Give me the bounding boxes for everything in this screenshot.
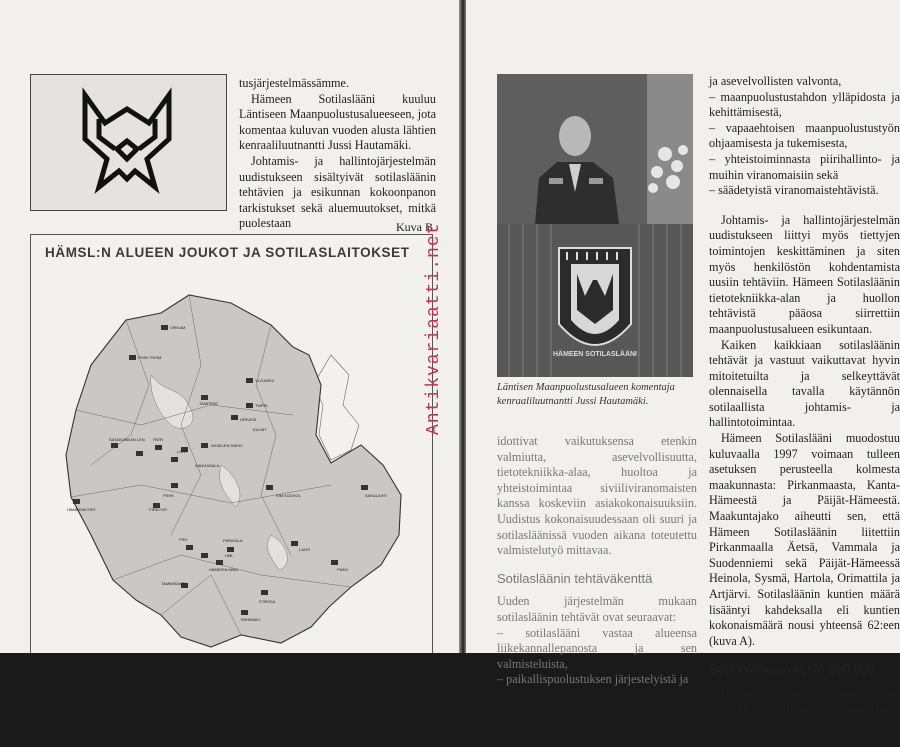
photo-caption: Läntisen Maanpuolustusalueen komentaja kenraaliluutnantti Jussi Hautamäki. <box>497 382 675 407</box>
right-page-right-column <box>709 74 900 747</box>
map-label: SAKALAHTI <box>365 493 388 498</box>
speaker-photo <box>497 74 693 377</box>
map-label: KANGASALA <box>195 463 220 468</box>
map-graphic <box>31 235 434 654</box>
paragraph: Hämeen Sotilaslääni muodostuu kuluvaalla 1997 voimaan tulleen asetuksen perusteella kolmesta maakunnasta: Pirkanmaasta, Kanta-Hämeestä ja Päijät-Hämeestä. Maakuntajako aiheutti sen, että Hämeen Sotilasläänin liitettiin Pirkanmaalla Äetsä, Vammala ja Suodenniemi sekä Päijät-Hämeessä Heinola, Sysmä, Hartola, Orimattila ja Artjärvi. Sotilasläänin kuntien määrä lisääntyi kahdeksalla eli kuntien kokonaismäärä nousi yhteensä 62:een (kuva A). <box>709 431 900 648</box>
right-page-left-column <box>497 434 697 688</box>
section-heading: Sotilasläänin väestö 800 000 <box>709 661 876 677</box>
left-page <box>0 0 460 653</box>
paragraph: ja asevelvollisten valvonta, <box>709 74 842 88</box>
paragraph: – maanpuolustustahdon ylläpidosta ja kehittämisestä, <box>709 89 900 120</box>
map-label: PSH <box>179 537 188 542</box>
map-label: HÄMEENLINNA <box>209 567 238 572</box>
map-label: HÄMEENKYRÖ <box>67 507 96 512</box>
map-label: TAMPERE <box>199 401 219 406</box>
left-page-column <box>239 76 436 232</box>
map-label: LAIVT <box>177 449 189 454</box>
map-label: AKSELEN RÄKKI <box>211 443 243 448</box>
paragraph: – yhteistoiminnasta piirihallinto- ja muihin viranomaisiin sekä <box>709 151 900 182</box>
map-label: SATAKUNNAN LEN. <box>109 437 146 442</box>
map-label: KULMT <box>253 427 267 432</box>
map-label: TMPRL <box>255 403 269 408</box>
map-label: ORIVESI <box>240 417 257 422</box>
paragraph: Johtamis- ja hallintojärjestelmän uudistukseen liittyi myös tiettyjen toimintojen keskittäminen ja siten myös henkilöstön kohdentamista uusiin tehtäviin. Hämeen Sotilasläänin tietotekniikka-alan ja huollon tehtävistä pääosa siirrettiin maanpuolustusalueen esikuntaan. <box>709 212 900 336</box>
unit-logo-box <box>30 74 227 211</box>
map-label: FORSSA <box>259 599 276 604</box>
paragraph: tusjärjestelmässämme. <box>239 76 349 90</box>
map-label: PHSK PKSM <box>138 355 162 360</box>
watermark-text: Antikvariaatti.net <box>424 222 444 435</box>
paragraph: Johtamis- ja hallintojärjestelmän uudistukseen sisältyivät sotilasläänin tehtävien ja esikunnan kokoonpanon tarkistukset sekä aluemuutokset, mitkä puolestaan <box>239 153 436 231</box>
map-label: YLÖJÄRVI <box>255 378 275 383</box>
paragraph: – sotilaslääni vastaa alueensa liikekannallepanosta ja sen valmisteluista, <box>497 625 697 671</box>
speaker-illustration <box>497 74 693 377</box>
map-label: PIRKKALA <box>223 538 243 543</box>
figure-label: Kuva B <box>396 220 433 234</box>
paragraph: – vapaaehtoisen maanpuolustustyön ohjaamisesta ja tukemisesta, <box>709 120 900 151</box>
map-label: PATR <box>153 437 164 442</box>
map-label: RIIHIMÄKI <box>241 617 260 622</box>
map-label: PMKV <box>337 567 349 572</box>
map-label: KIM KOUVOL <box>276 493 301 498</box>
map-label: HML <box>225 553 234 558</box>
map-title: HÄMSL:N ALUEEN JOUKOT JA SOTILASLAITOKSET <box>45 245 410 260</box>
map-label: LAHTI <box>299 547 311 552</box>
paragraph: Hämeen Sotilasläänin laajeneminen 26 000 neliökilometriin aiheutti sen, että alueella asuvan väestön määrä nousi <box>709 684 900 746</box>
map-label: PSHK <box>163 493 174 498</box>
map-label: TAMMISAARI <box>161 581 186 586</box>
paragraph: idottivat vaikutuksensa etenkin valmiutta, asevelvollisuutta, tietotekniikka-alaa, huoltoa ja yhteistoimintaa siviiliviranomaisten kanssa koskeviin asiakokonaisuuksiin. Uudistus kokonaisuudessaan oli suuri ja sotilasläänissä vuoden aikana toteutettu valmistelutyö mittavaa. <box>497 434 697 558</box>
emblem-text: HÄMEEN SOTILASLÄÄNI <box>553 351 637 358</box>
region-outline <box>66 295 401 647</box>
region-map <box>30 234 433 653</box>
map-label: PIRKOVR <box>149 507 168 512</box>
paragraph: – paikallispuolustuksen järjestelyistä ja <box>497 672 689 687</box>
paragraph: Hämeen Sotilaslääni kuuluu Läntiseen Maanpuolustusalueeseen, jota komentaa kuluvan vuoden alusta lähtien kenraaliluutnantti Jussi Hautamäki. <box>239 91 436 153</box>
paragraph: Kaiken kaikkiaan sotilasläänin tehtävät ja vastuut vaikuttavat hyvin mitoitetuilta ja selkeyttävät olennaisella tavalla käytännön sotilaallista johtamis- ja hallintotoimintaa. <box>709 337 900 430</box>
right-page <box>466 0 900 746</box>
paragraph: Uuden järjestelmän mukaan sotilasläänin tehtävät ovat seuraavat: <box>497 594 697 624</box>
hamsl-wolf-logo <box>77 87 177 197</box>
paragraph: – säädetyistä viranomaistehtävistä. <box>709 183 879 198</box>
map-label: VIRKAM <box>170 325 186 330</box>
section-heading: Sotilasläänin tehtäväkenttä <box>497 570 653 586</box>
